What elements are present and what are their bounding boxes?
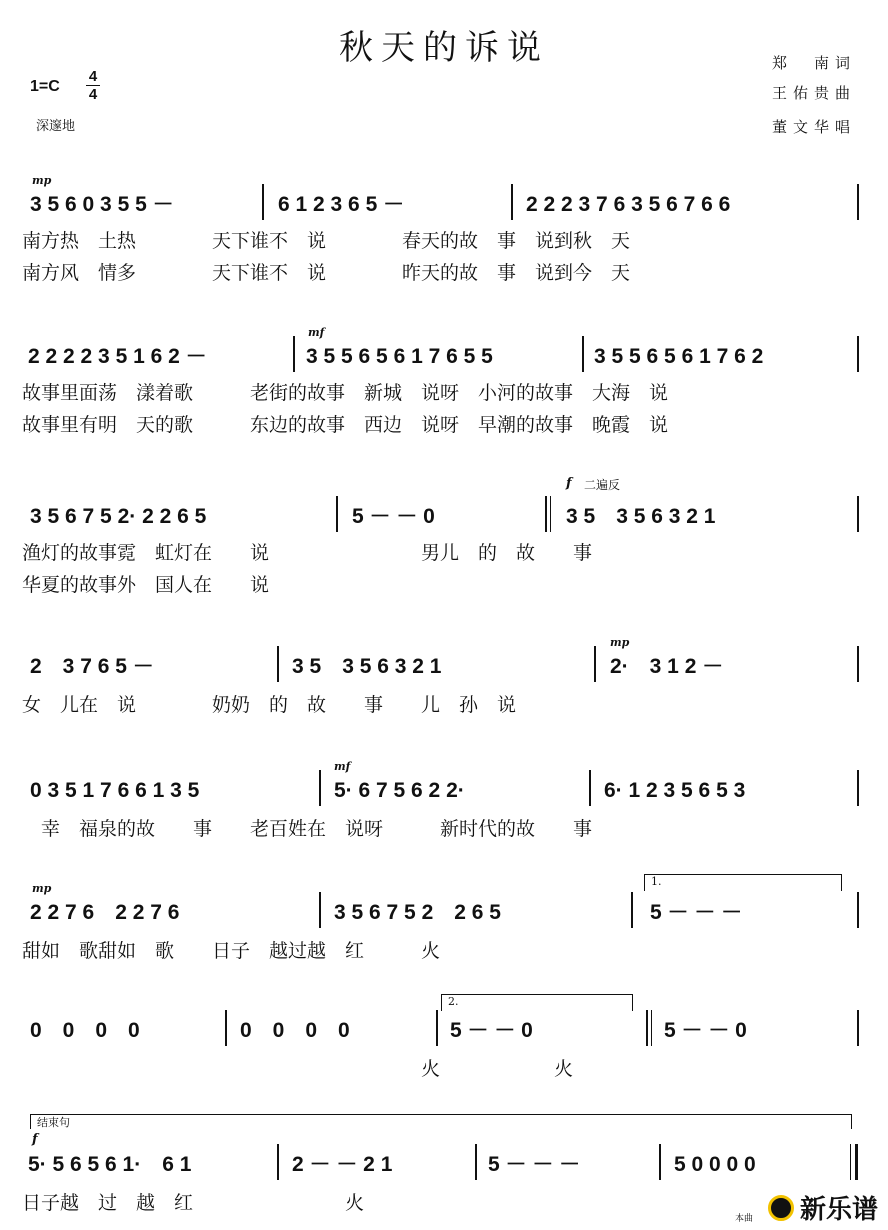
barline bbox=[225, 1010, 227, 1046]
song-title: 秋天的诉说 bbox=[339, 28, 549, 68]
composer-credit: 王佑贵曲 bbox=[771, 84, 856, 102]
barline bbox=[277, 1144, 279, 1180]
dynamic-mark: mp bbox=[32, 882, 52, 895]
site-logo bbox=[768, 1189, 878, 1226]
measure-notes: 3 5 3 5 6 3 2 1 bbox=[566, 505, 716, 528]
final-thick-barline bbox=[855, 1144, 858, 1180]
lyric-verse-1: 故事里面荡 漾着歌 老街的故事 新城 说呀 小河的故事 大海 说 bbox=[22, 382, 669, 404]
barline bbox=[857, 1010, 859, 1046]
barline bbox=[277, 646, 279, 682]
first-ending-bracket bbox=[644, 874, 842, 891]
meter-bottom: 4 bbox=[88, 86, 98, 103]
coda-bracket bbox=[30, 1114, 852, 1129]
barline bbox=[436, 1010, 438, 1046]
barline bbox=[319, 892, 321, 928]
barline bbox=[475, 1144, 477, 1180]
volta-label: 1. bbox=[651, 875, 662, 888]
dynamic-mark: mp bbox=[610, 636, 630, 649]
lyric-verse-2: 南方风 情多 天下谁不 说 昨天的故 事 说到今 天 bbox=[22, 262, 631, 284]
measure-notes: 2 2 2 2 3 5 1 6 2 － bbox=[28, 345, 207, 368]
measure-notes: 3 5 5 6 5 6 1 7 6 2 bbox=[594, 345, 764, 368]
dynamic-mark: f bbox=[566, 476, 572, 491]
meter-top: 4 bbox=[88, 68, 98, 85]
notation-line bbox=[0, 502, 888, 532]
lyric-verse-2: 故事里有明 天的歌 东边的故事 西边 说呀 早潮的故事 晚霞 说 bbox=[22, 414, 669, 436]
lyric-verse-1: 南方热 土热 天下谁不 说 春天的故 事 说到秋 天 bbox=[22, 230, 631, 252]
measure-notes: 5 － － 0 bbox=[664, 1019, 747, 1042]
barline bbox=[262, 184, 264, 220]
lyricist-credit: 郑 南词 bbox=[771, 54, 856, 72]
dynamic-mark: mf bbox=[334, 760, 351, 773]
barline bbox=[582, 336, 584, 372]
barline bbox=[511, 184, 513, 220]
notation-line bbox=[0, 776, 888, 806]
measure-notes: 3 5 6 7 5 2 2 6 5 bbox=[334, 901, 501, 924]
measure-notes: 5 － － － bbox=[650, 901, 743, 924]
tempo-marking: 深邃地 bbox=[36, 119, 76, 134]
measure-notes: 5 － － 0 bbox=[352, 505, 435, 528]
barline bbox=[857, 646, 859, 682]
repeat-start-barline bbox=[545, 496, 547, 532]
lyric-verse-2: 华夏的故事外 国人在 说 bbox=[22, 574, 270, 596]
measure-notes: 3 5 5 6 5 6 1 7 6 5 5 bbox=[306, 345, 493, 368]
lyric-verse-1: 甜如 歌甜如 歌 日子 越过越 红 火 bbox=[22, 940, 441, 962]
coda-label: 结束句 bbox=[37, 1116, 70, 1129]
repeat-instruction: 二遍反 bbox=[584, 478, 621, 492]
measure-notes: 2· 3 1 2 － bbox=[610, 655, 724, 678]
barline bbox=[589, 770, 591, 806]
logo-prefix: 本曲 bbox=[734, 1214, 753, 1224]
barline bbox=[631, 892, 633, 928]
repeat-start-thin-line bbox=[550, 496, 551, 532]
barline bbox=[594, 646, 596, 682]
final-thin-barline bbox=[850, 1144, 851, 1180]
measure-notes: 0 3 5 1 7 6 6 1 3 5 bbox=[30, 779, 200, 802]
barline bbox=[293, 336, 295, 372]
lyric-verse-1: 幸 福泉的故 事 老百姓在 说呀 新时代的故 事 bbox=[22, 818, 593, 840]
barline bbox=[857, 336, 859, 372]
measure-notes: 2 2 2 3 7 6 3 5 6 7 6 6 bbox=[526, 193, 731, 216]
barline bbox=[336, 496, 338, 532]
lyric-verse-1: 火 火 bbox=[22, 1058, 574, 1080]
notation-line bbox=[0, 190, 888, 220]
measure-notes: 3 5 3 5 6 3 2 1 bbox=[292, 655, 442, 678]
key-signature: 1=C bbox=[30, 78, 60, 95]
measure-notes: 3 5 6 7 5 2· 2 2 6 5 bbox=[30, 505, 207, 528]
repeat-end-thin-line bbox=[651, 1010, 652, 1046]
record-disc-icon bbox=[768, 1195, 794, 1221]
measure-notes: 2 － － 2 1 bbox=[292, 1153, 393, 1176]
notation-line bbox=[0, 342, 888, 372]
singer-credit: 董文华唱 bbox=[771, 118, 856, 136]
time-signature bbox=[85, 68, 101, 103]
measure-notes: 0 0 0 0 bbox=[30, 1019, 140, 1042]
measure-notes: 5 － － － bbox=[488, 1153, 581, 1176]
measure-notes: 5· 6 7 5 6 2 2· bbox=[334, 779, 465, 802]
lyric-verse-1: 渔灯的故事霓 虹灯在 说 男儿 的 故 事 bbox=[22, 542, 593, 564]
volta-label: 2. bbox=[448, 995, 459, 1008]
logo-text: 新乐谱 bbox=[799, 1195, 878, 1225]
second-ending-bracket bbox=[441, 994, 633, 1011]
lyric-verse-1: 女 儿在 说 奶奶 的 故 事 儿 孙 说 bbox=[22, 694, 517, 716]
barline bbox=[857, 770, 859, 806]
measure-notes: 5 0 0 0 0 bbox=[674, 1153, 756, 1176]
measure-notes: 0 0 0 0 bbox=[240, 1019, 350, 1042]
measure-notes: 2 3 7 6 5 － bbox=[30, 655, 154, 678]
barline bbox=[857, 184, 859, 220]
notation-line bbox=[0, 1016, 888, 1046]
measure-notes: 2 2 7 6 2 2 7 6 bbox=[30, 901, 180, 924]
notation-line bbox=[0, 898, 888, 928]
notation-line bbox=[0, 1150, 888, 1180]
measure-notes: 6 1 2 3 6 5 － bbox=[278, 193, 405, 216]
barline bbox=[319, 770, 321, 806]
dynamic-mark: mf bbox=[308, 326, 325, 339]
measure-notes: 5 － － 0 bbox=[450, 1019, 533, 1042]
dynamic-mark: f bbox=[32, 1132, 38, 1147]
measure-notes: 3 5 6 0 3 5 5 － bbox=[30, 193, 174, 216]
repeat-end-barline bbox=[646, 1010, 648, 1046]
barline bbox=[857, 496, 859, 532]
measure-notes: 6· 1 2 3 5 6 5 3 bbox=[604, 779, 746, 802]
dynamic-mark: mp bbox=[32, 174, 52, 187]
lyric-verse-1: 日子越 过 越 红 火 bbox=[22, 1192, 365, 1214]
barline bbox=[857, 892, 859, 928]
notation-line bbox=[0, 652, 888, 682]
measure-notes: 5· 5 6 5 6 1· 6 1 bbox=[28, 1153, 192, 1176]
barline bbox=[659, 1144, 661, 1180]
